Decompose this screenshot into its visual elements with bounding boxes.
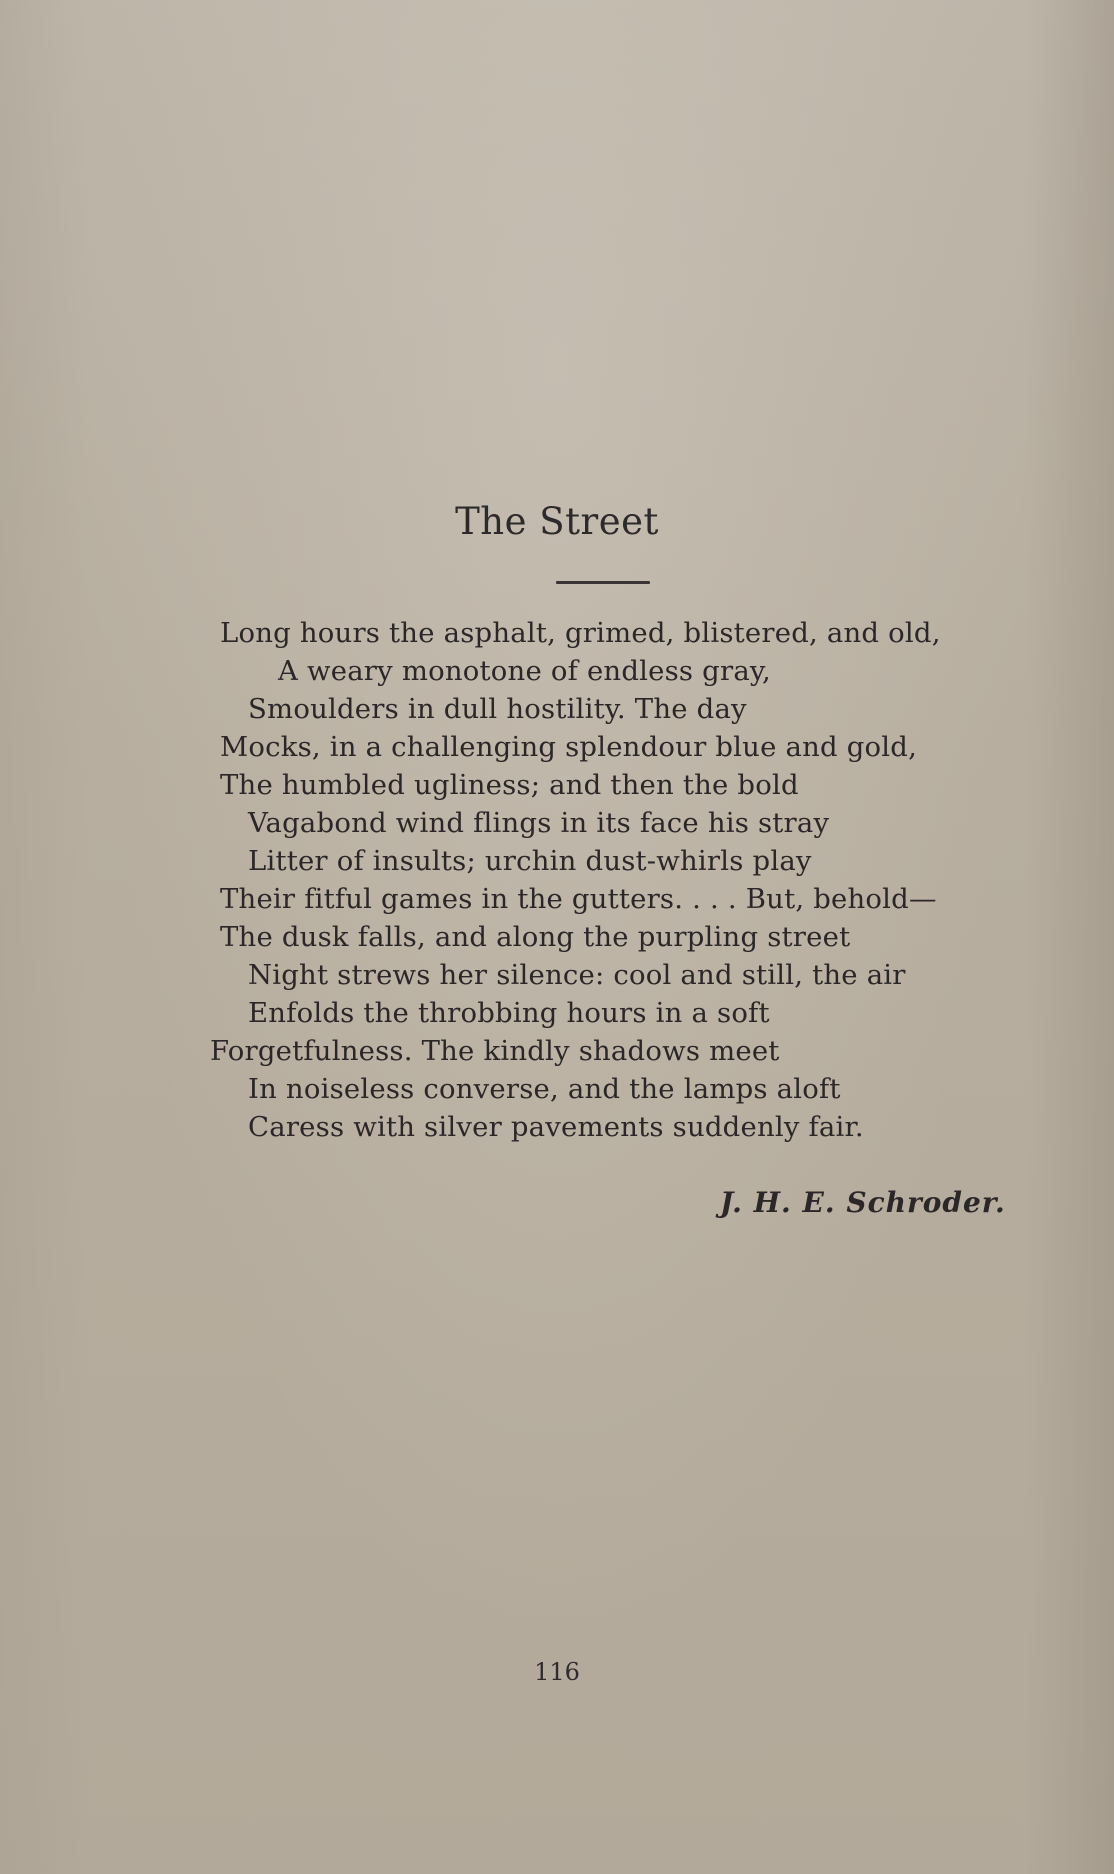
poem-author: J. H. E. Schroder. [720, 1186, 1006, 1219]
poem-line-2: A weary monotone of endless gray, [278, 655, 771, 687]
poem-line-11: Enfolds the throbbing hours in a soft [248, 997, 770, 1029]
page-number: 116 [534, 1658, 580, 1686]
poem-line-12: Forgetfulness. The kindly shadows meet [210, 1035, 780, 1067]
poem-line-8: Their fitful games in the gutters. . . . But, behold— [220, 883, 937, 915]
poem-line-5: The humbled ugliness; and then the bold [220, 769, 799, 801]
poem-line-1: Long hours the asphalt, grimed, blistered, and old, [220, 617, 941, 649]
poem-line-9: The dusk falls, and along the purpling street [220, 921, 851, 953]
poem-title: The Street [455, 500, 659, 543]
poem-line-10: Night strews her silence: cool and still, the air [248, 959, 906, 991]
poem-line-7: Litter of insults; urchin dust-whirls play [248, 845, 812, 877]
poem-line-14: Caress with silver pavements suddenly fair. [248, 1111, 864, 1143]
poem-line-6: Vagabond wind flings in its face his stray [248, 807, 830, 839]
poem-line-13: In noiseless converse, and the lamps aloft [248, 1073, 841, 1105]
poem-line-4: Mocks, in a challenging splendour blue and gold, [220, 731, 918, 763]
poem-line-3: Smoulders in dull hostility. The day [248, 693, 747, 725]
title-divider [556, 581, 650, 584]
